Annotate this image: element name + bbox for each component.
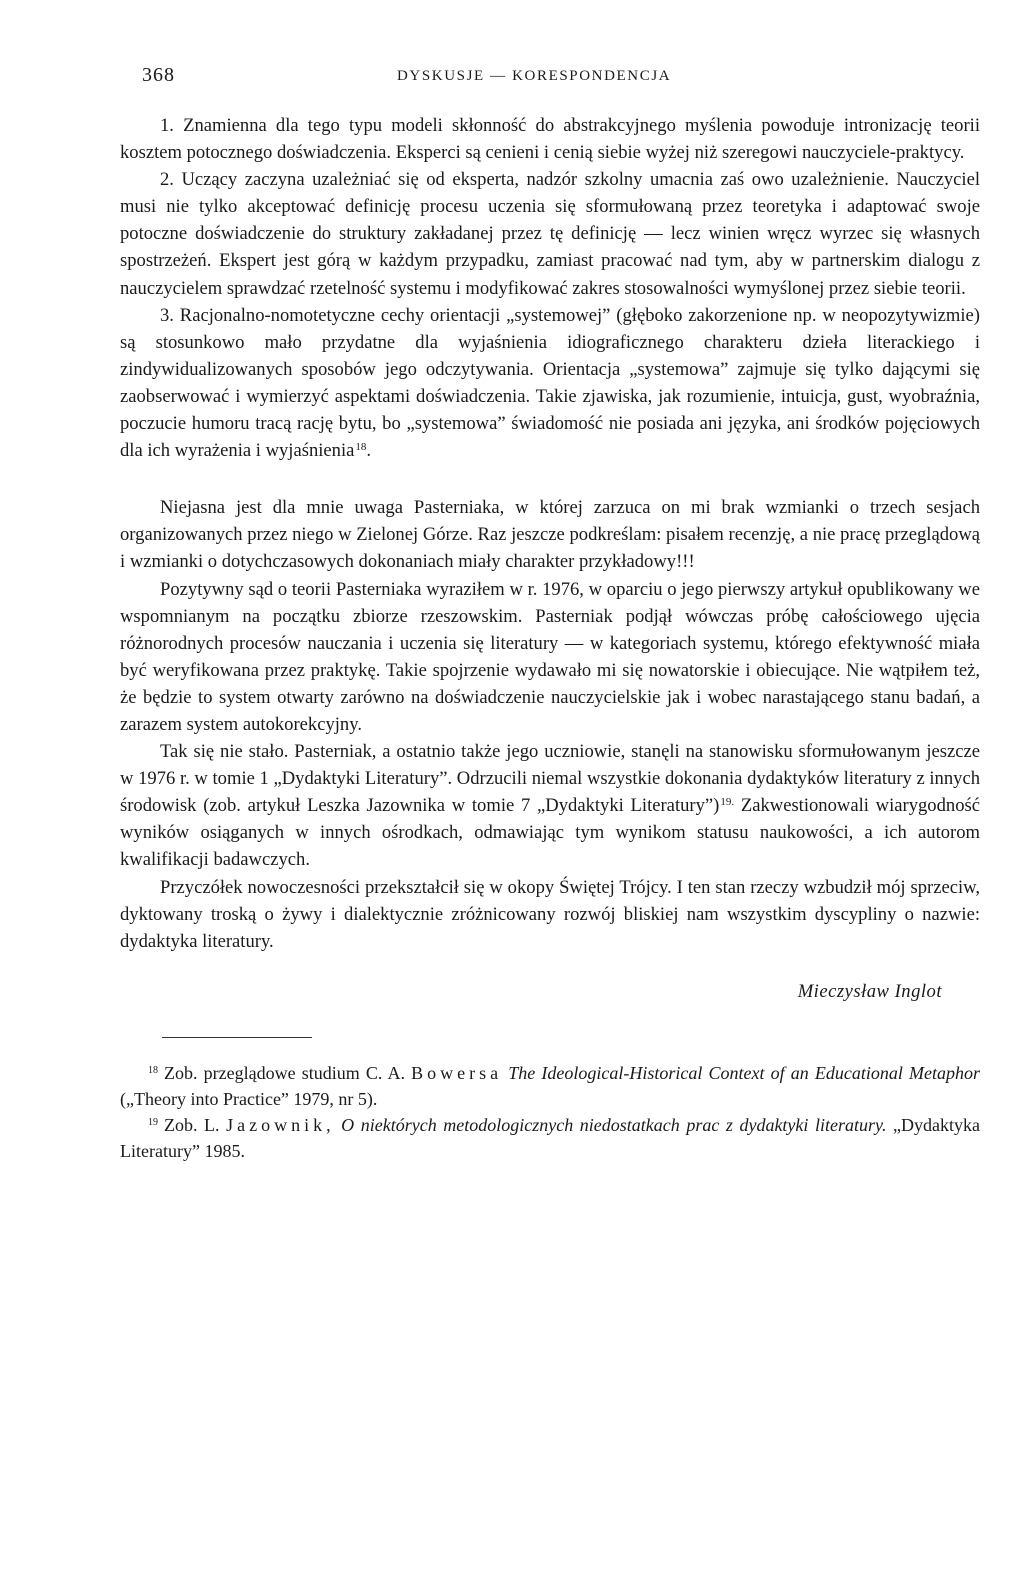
paragraph-point-3: 3. Racjonalno-nomotetyczne cechy orientacji „systemowej” (głęboko zakorzenione np. w neopozytywizmie) są stosunkowo mało przydatne dla wyjaśnienia idiograficznego charakteru dzieła literackiego i zindywidualizowanych sposobów jego odczytywania. Orientacja „systemowa” zajmuje się tylko dającymi się zaobserwować i wymierzyć aspektami doświadczenia. Takie zjawiska, jak rozumienie, intuicja, gust, wyobraźnia, poczucie humoru tracą rację bytu, bo „systemowa” świadomość nie posiada ani języka, ani środków pojęciowych dla ich wyrażenia i wyjaśnienia$^{18}$. [120,304,980,462]
page-number: 368 [142,64,175,86]
running-title: DYSKUSJE — KORESPONDENCJA [397,68,672,84]
footnote-number: 18 [148,1064,158,1076]
footnote-text: Zob. L. [164,1114,220,1135]
paragraph-point-1: 1. Znamienna dla tego typu modeli skłonność do abstrakcyjnego myślenia powoduje intronizację teorii kosztem potocznego doświadczenia. Eksperci są cenieni i cenią siebie wyżej niż szeregowi nauczyciele-praktycy. [120,115,980,164]
footnote-divider [162,1037,312,1038]
paragraph-point-2: 2. Uczący zaczyna uzależniać się od eksperta, nadzór szkolny umacnia zaś owo uzależnienie. Nauczyciel musi nie tylko akceptować definicję procesu uczenia się sformułowaną przez teoretyka i adaptować swoje potoczne doświadczenie do struktury zakładanej przez tę definicję — lecz winien wręcz wyrzec się własnych spostrzeżeń. Ekspert jest górą w każdym przypadku, zamiast pracować nad tym, aby w partnerskim dialogu z nauczycielem sprawdzać rzetelność systemu i modyfikować zakres stosowalności wymyślonej przez siebie teorii. [120,169,980,299]
footnote-title: The Ideological-Historical Context of an Educational Metaphor [508,1062,981,1083]
footnote-source: „Dydaktyka Literatury” 1985. [120,1114,980,1161]
footnotes [120,1060,980,1164]
footnote-title: O niektórych metodologicznych niedostatkach prac z dydaktyki literatury. [341,1114,887,1135]
paragraph-sessions: Niejasna jest dla mnie uwaga Pasterniaka, w której zarzuca on mi brak wzmianki o trzech sesjach organizowanych przez niego w Zielonej Górze. Raz jeszcze podkreślam: pisałem recenzję, a nie pracę przeglądową i wzmianki o dotychczasowych dokonaniach miały charakter przykładowy!!! [120,497,980,573]
footnote-source: („Theory into Practice” 1979, nr 5). [120,1088,378,1109]
footnote-author: Jazownik, [226,1114,335,1135]
paragraph-conclusion: Przyczółek nowoczesności przekształcił się w okopy Świętej Trójcy. I ten stan rzeczy wzbudził mój sprzeciw, dyktowany troską o żywy i dialektycznie zróżnicowany rozwój bliskiej nam wszystkim dyscypliny o nazwie: dydaktyka literatury. [120,876,980,952]
footnote-number: 19 [148,1116,158,1128]
paragraph-not-happened-continued: Zakwestionowali wiarygodność wyników osiąganych w innych ośrodkach, odmawiając tym wynikom statusu naukowości, a ich autorom kwalifikacji badawczych. [120,795,980,871]
footnote-text: Zob. przeglądowe studium C. A. [164,1062,406,1083]
running-header [120,60,980,92]
footnote-ref-18: 18 [355,441,367,454]
article-body [120,112,980,955]
footnote-ref-19: 19. [720,796,735,809]
paragraph-point-3-text: 3. Racjonalno-nomotetyczne cechy orientacji „systemowej” (głęboko zakorzenione np. w neopozytywizmie) są stosunkowo mało przydatne dla wyjaśnienia idiograficznego charakteru dzieła literackiego i zindywidualizowanych sposobów jego odczytywania. Orientacja „systemowa” zajmuje się tylko dającymi się zaobserwować i wymierzyć aspektami doświadczenia. Takie zjawiska, jak rozumienie, intuicja, gust, wyobraźnia, poczucie humoru tracą rację bytu, bo „systemowa” świadomość nie posiada ani języka, ani środków pojęciowych dla ich wyrażenia i wyjaśnienia [120,304,980,462]
paragraph-positive-judgement: Pozytywny sąd o teorii Pasterniaka wyraziłem w r. 1976, w oparciu o jego pierwszy artykuł opublikowany we wspomnianym na początku zbiorze rzeszowskim. Pasterniak podjął wówczas próbę całościowego ujęcia różnorodnych procesów nauczania i uczenia się literatury — w kategoriach systemu, którego efektywność miała być weryfikowana przez praktykę. Takie spojrzenie wydawało mi się nowatorskie i obiecujące. Nie wątpiłem też, że będzie to system otwarty zarówno na doświadczenie nauczycielskie jak i wobec narastającego stanu badań, a zarazem system autokorekcyjny. [120,578,980,735]
document-page [120,60,980,1164]
author-signature: Mieczysław Inglot [797,980,942,1002]
paragraph-not-happened-text: Tak się nie stało. Pasterniak, a ostatnio także jego uczniowie, stanęli na stanowisku sformułowanym jeszcze w 1976 r. w tomie 1 „Dydaktyki Literatury”. Odrzucili niemal wszystkie dokonania dydaktyków literatury z innych środowisk (zob. artykuł Leszka Jazownika w tomie 7 „Dydaktyki Literatury”) [120,741,980,817]
footnote-author: Bowersa [411,1062,503,1083]
paragraph-not-happened [120,738,980,873]
footnote-19 [120,1112,980,1164]
footnote-18 [120,1060,980,1112]
